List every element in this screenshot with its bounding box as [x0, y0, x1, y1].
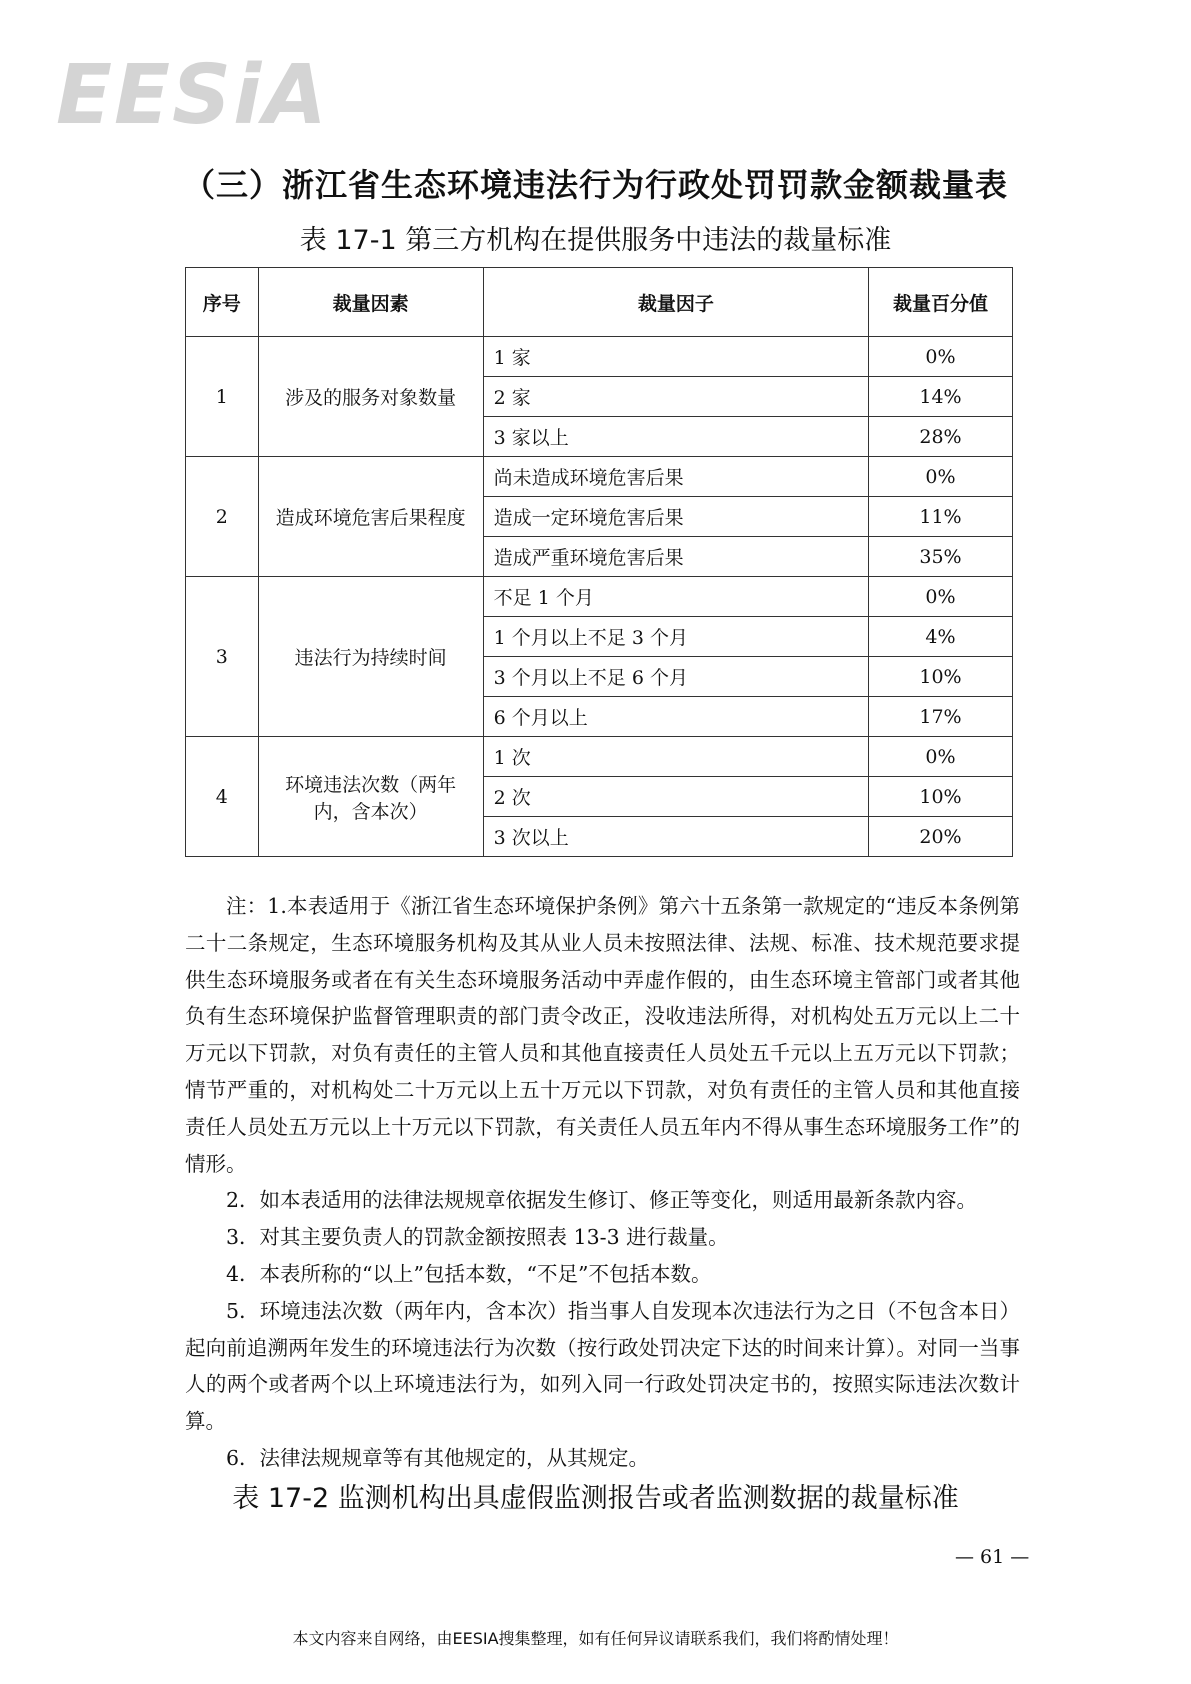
row-percent: 10% — [869, 777, 1013, 817]
table-row — [186, 577, 1013, 617]
row-number: 2 — [186, 457, 259, 577]
note-4: 4．本表所称的“以上”包括本数，“不足”不包括本数。 — [226, 1261, 712, 1286]
row-item: 1 家 — [483, 337, 868, 377]
row-item: 3 家以上 — [483, 417, 868, 457]
table-17-2-title: 表 17-2 监测机构出具虚假监测报告或者监测数据的裁量标准 — [232, 1483, 959, 1514]
page-title: （三）浙江省生态环境违法行为行政处罚罚款金额裁量表 — [182, 166, 1008, 204]
table-header-row — [186, 268, 1013, 337]
row-factor: 造成环境危害后果程度 — [258, 457, 483, 577]
row-item: 造成一定环境危害后果 — [483, 497, 868, 537]
table-17-1-title: 表 17-1 第三方机构在提供服务中违法的裁量标准 — [299, 225, 892, 256]
footer-disclaimer: 本文内容来自网络，由EESIA搜集整理，如有任何异议请联系我们，我们将酌情处理！ — [292, 1629, 899, 1648]
table-row — [186, 737, 1013, 777]
row-factor: 涉及的服务对象数量 — [258, 337, 483, 457]
note-1: 注：1.本表适用于《浙江省生态环境保护条例》第六十五条第一款规定的“违反本条例第二十二条规定，生态环境服务机构及其从业人员未按照法律、法规、标准、技术规范要求提供生态环境服务或者在有关生态环境服务活动中弄虚作假的，由生态环境主管部门或者其他负有生态环境保护监督管理职责的部门责令改正，没收违法所得，对机构处五万元以上二十万元以下罚款，对负有责任的主管人员和其他直接责任人员处五千元以上五万元以下罚款；情节严重的，对机构处二十万元以上五十万元以下罚款，对负有责任的主管人员和其他直接责任人员处五万元以上十万元以下罚款，有关责任人员五年内不得从事生态环境服务工作”的情形。 — [185, 894, 1020, 1176]
header-item: 裁量因子 — [483, 268, 868, 337]
row-item: 6 个月以上 — [483, 697, 868, 737]
header-percent: 裁量百分值 — [869, 268, 1013, 337]
header-factor: 裁量因素 — [258, 268, 483, 337]
row-percent: 4% — [869, 617, 1013, 657]
row-percent: 11% — [869, 497, 1013, 537]
note-3: 3．对其主要负责人的罚款金额按照表 13-3 进行裁量。 — [226, 1225, 729, 1250]
row-percent: 35% — [869, 537, 1013, 577]
row-number: 1 — [186, 337, 259, 457]
eesia-logo: EESiA — [56, 48, 329, 143]
row-percent: 0% — [869, 737, 1013, 777]
table-row — [186, 337, 1013, 377]
row-percent: 10% — [869, 657, 1013, 697]
note-5: 5．环境违法次数（两年内，含本次）指当事人自发现本次违法行为之日（不包含本日）起向前追溯两年发生的环境违法行为次数（按行政处罚决定下达的时间来计算）。对同一当事人的两个或者两个以上环境违法行为，如列入同一行政处罚决定书的，按照实际违法次数计算。 — [185, 1298, 1020, 1434]
row-item: 2 次 — [483, 777, 868, 817]
table-row — [186, 457, 1013, 497]
row-factor: 环境违法次数（两年内，含本次） — [258, 737, 483, 857]
row-item: 造成严重环境危害后果 — [483, 537, 868, 577]
row-percent: 28% — [869, 417, 1013, 457]
table-notes — [185, 888, 1020, 1477]
note-6: 6．法律法规规章等有其他规定的，从其规定。 — [226, 1445, 650, 1470]
row-item: 3 个月以上不足 6 个月 — [483, 657, 868, 697]
row-percent: 0% — [869, 577, 1013, 617]
row-percent: 0% — [869, 337, 1013, 377]
row-factor: 违法行为持续时间 — [258, 577, 483, 737]
page-number: — 61 — — [955, 1546, 1030, 1568]
row-item: 1 个月以上不足 3 个月 — [483, 617, 868, 657]
row-item: 2 家 — [483, 377, 868, 417]
row-item: 1 次 — [483, 737, 868, 777]
note-2: 2．如本表适用的法律法规规章依据发生修订、修正等变化，则适用最新条款内容。 — [226, 1188, 978, 1213]
discretion-table — [185, 267, 1013, 857]
row-item: 尚未造成环境危害后果 — [483, 457, 868, 497]
row-percent: 17% — [869, 697, 1013, 737]
row-number: 4 — [186, 737, 259, 857]
row-percent: 20% — [869, 817, 1013, 857]
row-percent: 0% — [869, 457, 1013, 497]
row-number: 3 — [186, 577, 259, 737]
row-percent: 14% — [869, 377, 1013, 417]
header-no: 序号 — [186, 268, 259, 337]
row-item: 3 次以上 — [483, 817, 868, 857]
row-item: 不足 1 个月 — [483, 577, 868, 617]
